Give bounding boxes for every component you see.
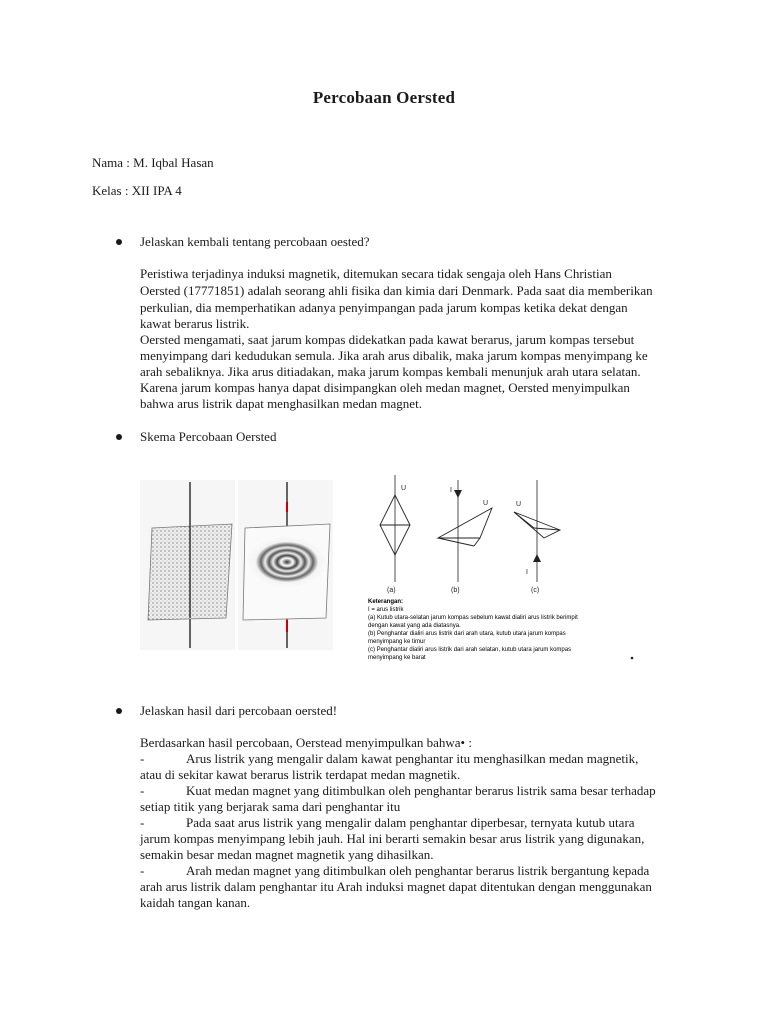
class-line: Kelas : XII IPA 4 (92, 183, 182, 198)
legend-line: (c) Penghantar dialiri arus listrik dari arah selatan, kutub utara jarum kompas (368, 647, 572, 653)
point-line: arah arus listrik dalam penghantar itu Arah induksi magnet dapat ditentukan dengan menggunakan (140, 879, 652, 894)
dash-marker: - (140, 815, 145, 830)
question-2: Jelaskan hasil dari percobaan oersted! (140, 703, 338, 718)
label-u: U (401, 485, 407, 492)
bullet-icon (116, 239, 122, 245)
legend-line: (a) Kutub utara-selatan jarum kompas sebelum kawat dialiri arus listrik berimpit (368, 615, 578, 621)
label-u: U (483, 500, 489, 507)
legend-line: Keterangan: (368, 599, 404, 605)
paragraph-line: bahwa arus listrik dapat menghasilkan medan magnet. (140, 396, 422, 411)
label-i: I (526, 569, 528, 576)
bullet-icon (116, 434, 122, 440)
paragraph-line: Karena jarum kompas hanya dapat disimpangkan oleh medan magnet, Oersted menyimpulkan (140, 380, 630, 395)
dash-marker: - (140, 751, 145, 766)
legend-line: dengan kawat yang ada diatasnya. (368, 623, 461, 629)
oersted-diagram (140, 470, 660, 670)
point-line: atau di sekitar kawat berarus listrik terdapat medan magnetik. (140, 767, 461, 782)
section-heading-skema: Skema Percobaan Oersted (140, 429, 277, 444)
paragraph-line: Oersted (17771851) adalah seorang ahli fisika dan kimia dari Denmark. Pada saat dia memberikan (140, 283, 653, 298)
compass-diagram-a (380, 475, 410, 594)
legend-line: I = arus listrik (368, 607, 404, 613)
diagram-legend (368, 599, 633, 661)
legend-line: menyimpang ke timur (368, 639, 426, 645)
paragraph-line: perkulian, dia memperhatikan adanya penyimpangan pada jarum kompas ketika dekat dengan (140, 300, 628, 315)
paragraph-line: arah sebaliknya. Jika arus ditiadakan, maka jarum kompas kembali menunjuk arah utara selatan. (140, 364, 641, 379)
iron-filings-panel-left (140, 480, 235, 650)
label-i: I (450, 487, 452, 494)
paragraph-line: menyimpang dari kedudukan semula. Jika arah arus dibalik, maka jarum kompas menyimpang ke (140, 348, 648, 363)
label-u: U (516, 501, 522, 508)
legend-line: (b) Penghantar dialiri arus listrik dari arah utara, kutub utara jarum kompas (368, 631, 566, 637)
point-line: kaidah tangan kanan. (140, 895, 251, 910)
label-a: (a) (387, 587, 396, 594)
point-line: semakin besar medan magnet magnetik yang dihasilkan. (140, 847, 434, 862)
legend-line: menyimpang ke barat (368, 655, 426, 661)
label-b: (b) (451, 587, 460, 594)
point-line: Arus listrik yang mengalir dalam kawat penghantar itu menghasilkan medan magnetik, (186, 751, 639, 766)
paragraph-line: kawat berarus listrik. (140, 316, 250, 331)
paragraph-line: Peristiwa terjadinya induksi magnetik, ditemukan secara tidak sengaja oleh Hans Christian (140, 266, 612, 281)
dash-marker: - (140, 863, 145, 878)
dash-marker: - (140, 783, 145, 798)
label-c: (c) (531, 587, 540, 594)
point-line: Kuat medan magnet yang ditimbulkan oleh penghantar berarus listrik sama besar terhadap (186, 783, 656, 798)
point-line: jarum kompas menyimpang lebih jauh. Hal ini berarti semakin besar arus listrik yang digunakan, (140, 831, 645, 846)
conclusion-intro: Berdasarkan hasil percobaan, Oerstead menyimpulkan bahwa• : (140, 735, 472, 750)
compass-diagram-b (438, 480, 492, 594)
page-title: Percobaan Oersted (312, 88, 456, 107)
paragraph-line: Oersted mengamati, saat jarum kompas didekatkan pada kawat berarus, jarum kompas tersebut (140, 332, 635, 347)
point-line: setiap titik yang berjarak sama dari penghantar itu (140, 799, 401, 814)
compass-diagram-c (514, 480, 560, 594)
bullet-icon (116, 708, 122, 714)
name-line: Nama : M. Iqbal Hasan (92, 155, 214, 170)
question-1: Jelaskan kembali tentang percobaan oested? (140, 234, 370, 249)
point-line: Pada saat arus listrik yang mengalir dalam penghantar diperbesar, ternyata kutub utara (186, 815, 635, 830)
iron-filings-panel-right (238, 480, 333, 650)
point-line: Arah medan magnet yang ditimbulkan oleh penghantar berarus listrik bergantung kepada (186, 863, 650, 878)
